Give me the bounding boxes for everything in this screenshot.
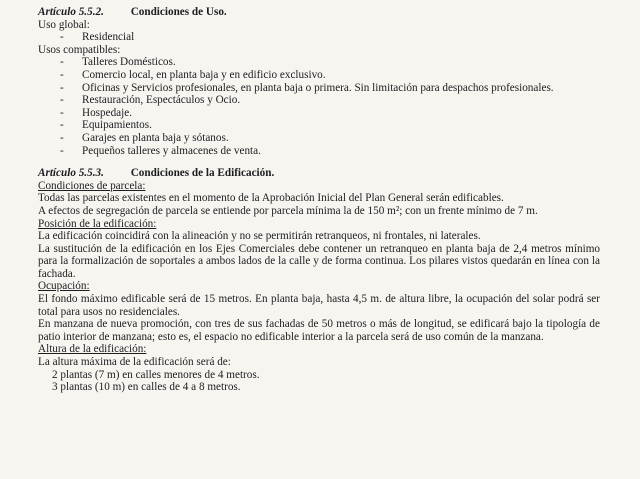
list-item: - Talleres Domésticos.: [60, 56, 600, 69]
altura-heading: Altura de la edificación:: [38, 343, 147, 356]
ocupacion-paragraph-2: En manzana de nueva promoción, con tres de sus fachadas de 50 metros o más de longitud, se edificará bajo la tipología de patio interior de manzana; esto es, el espacio no edificable interior a la parcela será de uso común de la manzana.: [38, 318, 600, 343]
compatible-use-label: Usos compatibles:: [38, 43, 121, 56]
compatible-use-list: [38, 56, 600, 157]
article-552-title: Condiciones de Uso.: [130, 6, 227, 18]
article-552-number: Artículo 5.5.2.: [38, 6, 104, 18]
list-item: - Comercio local, en planta baja y en edificio exclusivo.: [60, 69, 600, 82]
list-item: - Pequeños talleres y almacenes de venta.: [60, 145, 600, 158]
global-use-list: [38, 31, 600, 44]
article-553-number: Artículo 5.5.3.: [38, 167, 104, 180]
parcela-paragraph-1: Todas las parcelas existentes en el momento de la Aprobación Inicial del Plan General serán edificables.: [38, 192, 504, 205]
posicion-heading: Posición de la edificación:: [38, 217, 157, 230]
posicion-paragraph-1: La edificación coincidirá con la alineación y no se permitirán retranqueos, ni frontales, ni laterales.: [38, 230, 481, 243]
list-item: - Residencial: [60, 31, 600, 44]
parcela-paragraph-2: A efectos de segregación de parcela se entiende por parcela mínima la de 150 m²; con un frente mínimo de 7 m.: [38, 204, 538, 217]
global-use-label: Uso global:: [38, 18, 90, 31]
ocupacion-heading: Ocupación:: [38, 280, 90, 293]
altura-item-2: 3 plantas (10 m) en calles de 4 a 8 metros.: [52, 381, 241, 394]
list-item: - Oficinas y Servicios profesionales, en planta baja o primera. Sin limitación para despachos profesionales.: [60, 82, 600, 95]
list-item: - Equipamientos.: [60, 119, 600, 132]
list-item: - Restauración, Espectáculos y Ocio.: [60, 94, 600, 107]
list-item: - Hospedaje.: [60, 107, 600, 120]
list-item: - Garajes en planta baja y sótanos.: [60, 132, 600, 145]
altura-item-1: 2 plantas (7 m) en calles menores de 4 metros.: [52, 368, 260, 381]
parcela-heading: Condiciones de parcela:: [38, 179, 146, 192]
article-553-heading: [38, 167, 600, 180]
ocupacion-paragraph-1: El fondo máximo edificable será de 15 metros. En planta baja, hasta 4,5 m. de altura libre, la ocupación del solar podrá ser total para usos no residenciales.: [38, 293, 600, 318]
altura-intro: La altura máxima de la edificación será de:: [38, 356, 231, 369]
article-553-title: Condiciones de la Edificación.: [130, 167, 275, 180]
article-552-heading: [38, 6, 600, 19]
posicion-paragraph-2: La sustitución de la edificación en los Ejes Comerciales debe contener un retranqueo en planta baja de 2,4 metros mínimo para la formalización de soportales a ambos lados de la calle y de forma continua. Los pilares vistos quedarán en línea con la fachada.: [38, 242, 600, 280]
